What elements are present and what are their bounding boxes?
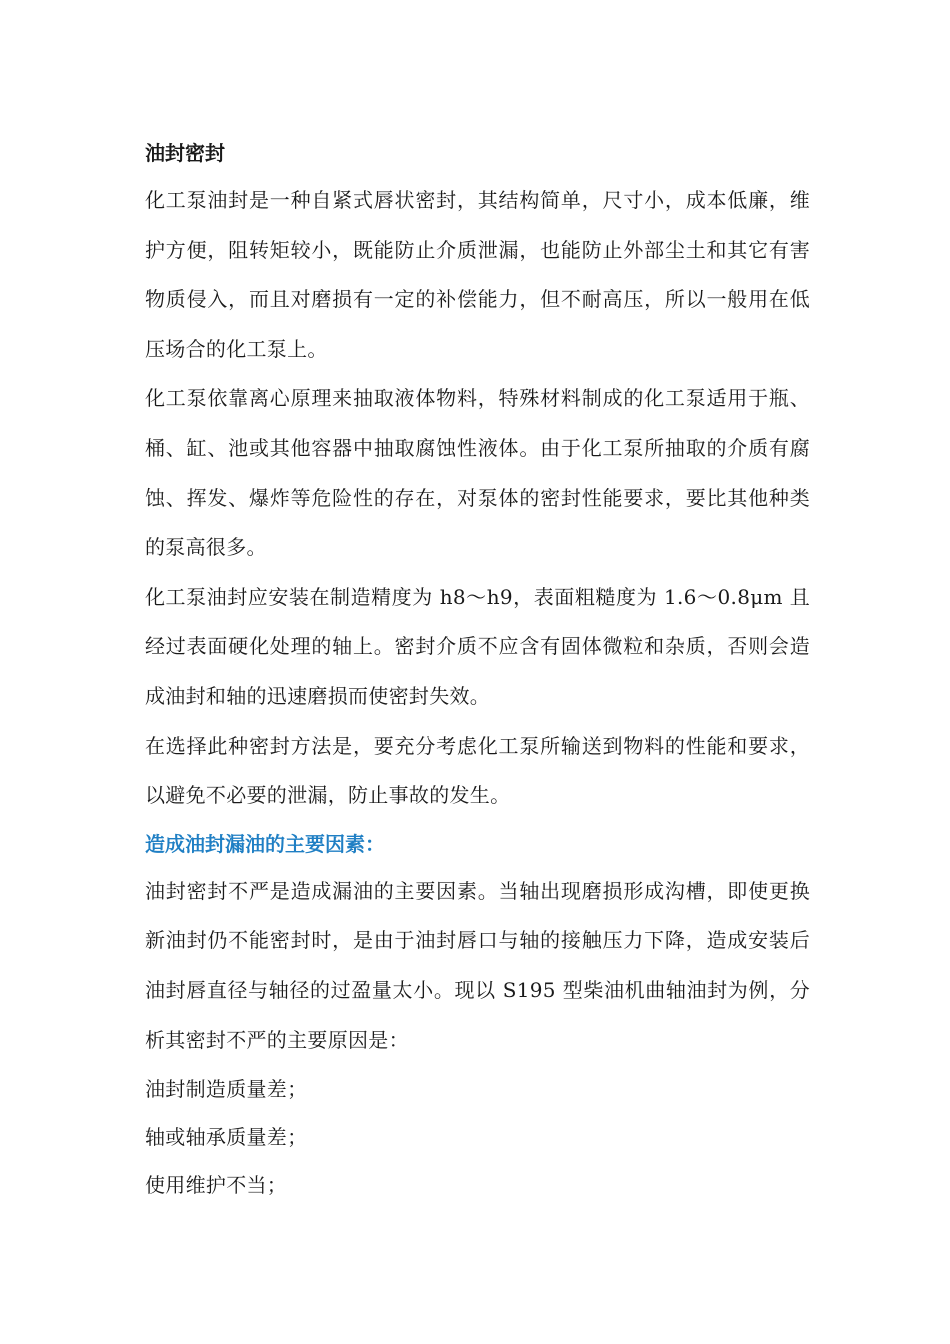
list-item: 轴或轴承质量差； xyxy=(145,1125,308,1150)
list-item: 使用维护不当； xyxy=(145,1173,288,1198)
paragraph-oil-seal-intro: 化工泵油封是一种自紧式唇状密封，其结构简单，尺寸小，成本低廉，维护方便，阻转矩较小，既能防止介质泄漏，也能防止外部尘土和其它有害物质侵入，而且对磨损有一定的补偿能力，但不耐高压，所以一般用在低压场合的化工泵上。 xyxy=(145,188,810,361)
section-heading-oil-seal: 油封密封 xyxy=(145,141,225,165)
section-heading-leak-factors: 造成油封漏油的主要因素： xyxy=(145,831,385,856)
paragraph-selection-advice: 在选择此种密封方法是，要充分考虑化工泵所输送到物料的性能和要求，以避免不必要的泄漏，防止事故的发生。 xyxy=(145,733,810,808)
document-content xyxy=(145,130,810,1209)
list-item: 油封制造质量差； xyxy=(145,1077,308,1102)
paragraph-installation-requirements: 化工泵油封应安装在制造精度为 h8～h9，表面粗糙度为 1.6～0.8μm 且经过表面硬化处理的轴上。密封介质不应含有固体微粒和杂质，否则会造成油封和轴的迅速磨损而使密封失效。 xyxy=(145,584,810,708)
paragraph-chemical-pump-principle: 化工泵依靠离心原理来抽取液体物料，特殊材料制成的化工泵适用于瓶、桶、缸、池或其他容器中抽取腐蚀性液体。由于化工泵所抽取的介质有腐蚀、挥发、爆炸等危险性的存在，对泵体的密封性能要求，要比其他种类的泵高很多。 xyxy=(145,386,810,560)
paragraph-leak-causes: 油封密封不严是造成漏油的主要因素。当轴出现磨损形成沟槽，即使更换新油封仍不能密封时，是由于油封唇口与轴的接触压力下降，造成安装后油封唇直径与轴径的过盈量太小。现以 S195 型柴油机曲轴油封为例，分析其密封不严的主要原因是： xyxy=(145,878,810,1052)
